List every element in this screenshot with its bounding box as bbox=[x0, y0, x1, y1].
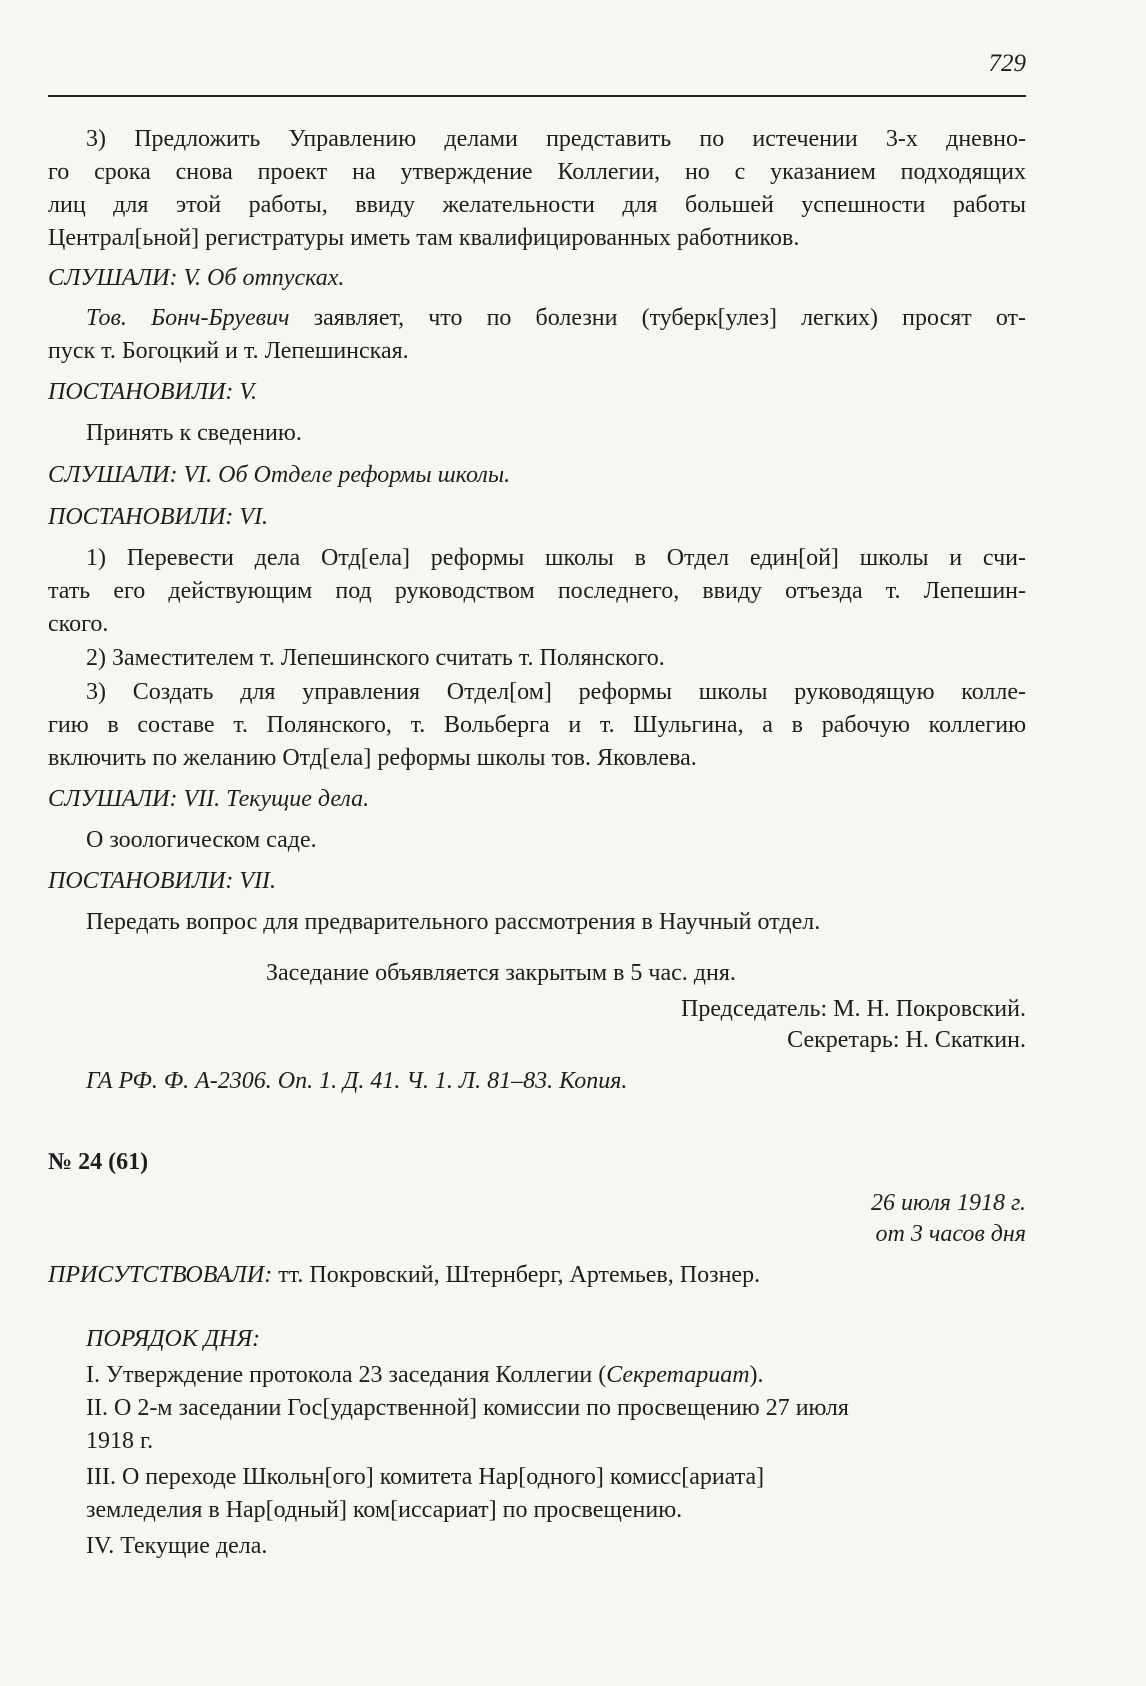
paragraph-line: 3) Создать для управления Отдел[ом] реформы школы руководящую колле- bbox=[86, 679, 1026, 705]
agenda-item-continuation: земледелия в Нар[одный] ком[иссариат] по просвещению. bbox=[86, 1497, 683, 1523]
secretary-signature: Секретарь: Н. Скаткин. bbox=[787, 1027, 1026, 1053]
paragraph-line: Передать вопрос для предварительного рассмотрения в Научный отдел. bbox=[86, 909, 821, 935]
document-number: № 24 (61) bbox=[48, 1149, 149, 1175]
paragraph-line: 3) Предложить Управлению делами представить по истечении 3-х дневно- bbox=[86, 126, 1026, 152]
header-rule bbox=[48, 95, 1026, 97]
paragraph-line: 2) Заместителем т. Лепешинского считать т. Полянского. bbox=[86, 645, 665, 671]
agenda-item: I. Утверждение протокола 23 заседания Коллегии (Секретариат). bbox=[86, 1362, 764, 1388]
paragraph-line: го срока снова проект на утверждение Коллегии, но с указанием подходящих bbox=[48, 159, 1026, 185]
chairman-signature: Председатель: М. Н. Покровский. bbox=[681, 996, 1026, 1022]
agenda-item: IV. Текущие дела. bbox=[86, 1533, 268, 1559]
paragraph-line: Принять к сведению. bbox=[86, 420, 302, 446]
document-date: 26 июля 1918 г. bbox=[871, 1190, 1026, 1216]
paragraph-line: пуск т. Богоцкий и т. Лепешинская. bbox=[48, 338, 409, 364]
paragraph-line: тать его действующим под руководством последнего, ввиду отъезда т. Лепешин- bbox=[48, 578, 1026, 604]
speaker-name: Тов. Бонч-Бруевич bbox=[86, 305, 290, 331]
section-resolved: ПОСТАНОВИЛИ: VII. bbox=[48, 868, 277, 894]
section-heard: СЛУШАЛИ: VI. Об Отделе реформы школы. bbox=[48, 462, 511, 488]
attendance-line bbox=[48, 1260, 760, 1290]
agenda-item-continuation: 1918 г. bbox=[86, 1428, 154, 1454]
speaker-statement: заявляет, что по болезни (туберк[улез] легких) просят от- bbox=[313, 305, 1027, 331]
present-label: ПРИСУТСТВОВАЛИ: bbox=[48, 1262, 273, 1288]
meeting-closed-line: Заседание объявляется закрытым в 5 час. дня. bbox=[266, 960, 736, 986]
paragraph-line: гию в составе т. Полянского, т. Вольберга и т. Шульгина, а в рабочую коллегию bbox=[48, 712, 1026, 738]
section-heard: СЛУШАЛИ: VII. Текущие дела. bbox=[48, 786, 370, 812]
paragraph-line: Централ[ьной] регистратуры иметь там квалифицированных работников. bbox=[48, 225, 800, 251]
paragraph-line bbox=[86, 303, 1026, 333]
paragraph-line: ского. bbox=[48, 611, 109, 637]
section-heard: СЛУШАЛИ: V. Об отпусках. bbox=[48, 265, 345, 291]
agenda-item: II. О 2-м заседании Гос[ударственной] комиссии по просвещению 27 июля bbox=[86, 1395, 849, 1421]
paragraph-line: лиц для этой работы, ввиду желательности для большей успешности работы bbox=[48, 192, 1026, 218]
agenda-item: III. О переходе Школьн[ого] комитета Нар[одного] комисс[ариата] bbox=[86, 1464, 765, 1490]
paragraph-line: О зоологическом саде. bbox=[86, 827, 317, 853]
archive-reference: ГА РФ. Ф. А-2306. Оп. 1. Д. 41. Ч. 1. Л. 81–83. Копия. bbox=[86, 1068, 628, 1094]
paragraph-line: включить по желанию Отд[ела] реформы школы тов. Яковлева. bbox=[48, 745, 697, 771]
section-resolved: ПОСТАНОВИЛИ: V. bbox=[48, 379, 257, 405]
section-resolved: ПОСТАНОВИЛИ: VI. bbox=[48, 504, 269, 530]
page-number: 729 bbox=[988, 50, 1026, 77]
agenda-heading: ПОРЯДОК ДНЯ: bbox=[86, 1326, 261, 1352]
paragraph-line: 1) Перевести дела Отд[ела] реформы школы в Отдел един[ой] школы и счи- bbox=[86, 545, 1026, 571]
document-time: от 3 часов дня bbox=[875, 1221, 1026, 1247]
present-names: тт. Покровский, Штернберг, Артемьев, Познер. bbox=[278, 1262, 761, 1288]
